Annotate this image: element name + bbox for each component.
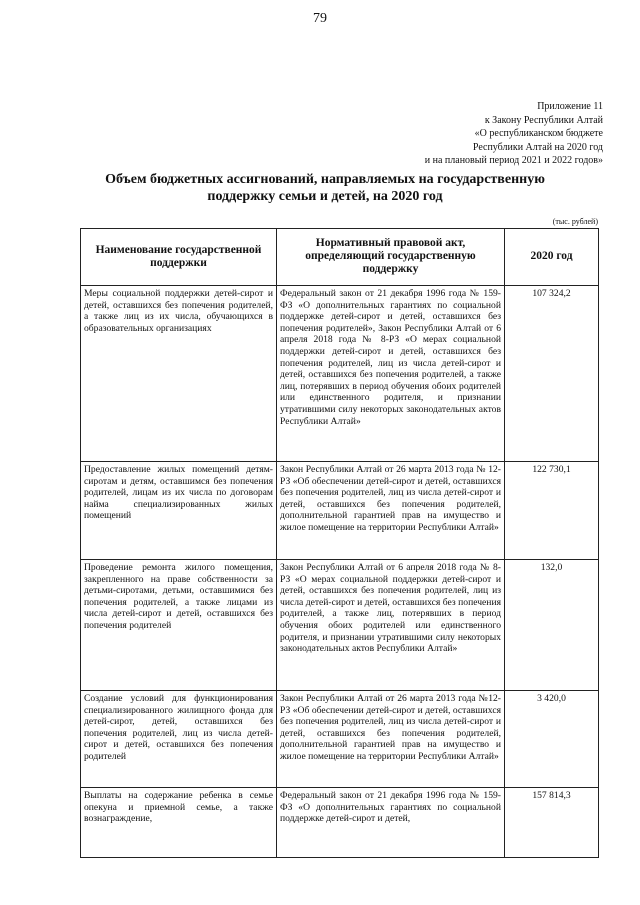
support-name-cell: Меры социальной поддержки детей-сирот и детей, оставшихся без попечения родителей, а также лиц из их числа, обучающихся в образовательных организациях (81, 286, 277, 462)
table-header-row (81, 229, 599, 286)
table-row (81, 560, 599, 691)
appendix-line: к Закону Республики Алтай (484, 114, 603, 126)
amount-cell: 3 420,0 (505, 691, 599, 788)
support-name-cell: Предоставление жилых помещений детям-сиротам и детям, оставшимся без попечения родителей, лицам из их числа по договорам найма специализированных жилых помещений (81, 462, 277, 560)
table-row (81, 286, 599, 462)
table-row (81, 691, 599, 788)
legal-act-cell: Федеральный закон от 21 декабря 1996 года № 159-ФЗ «О дополнительных гарантиях по социальной поддержке детей-сирот и детей, (277, 788, 505, 858)
amount-cell: 132,0 (505, 560, 599, 691)
appendix-line: и на плановый период 2021 и 2022 годов» (424, 155, 603, 167)
support-name-cell: Проведение ремонта жилого помещения, закрепленного на праве собственности за детьми-сиротами, детьми, оставшимися без попечения родителей, а также лицами из числа детей-сирот и детей, оставшихся без попечения родителей (81, 560, 277, 691)
document-title: Объем бюджетных ассигнований, направляемых на государственную поддержку семьи и детей, на 2020 год (105, 172, 545, 204)
appendix-line: Приложение 11 (537, 101, 603, 112)
table-row (81, 462, 599, 560)
appendix-line: Республики Алтай на 2020 год (472, 141, 603, 153)
legal-act-cell: Закон Республики Алтай от 26 марта 2013 года №12-РЗ «Об обеспечении детей-сирот и детей, оставшихся без попечения родителей, лиц из числа детей-сирот и детей, оставшихся без попечения родителей, дополнительной гарантией прав на имущество и жилое помещение на территории Республики Алтай» (277, 691, 505, 788)
amount-cell: 157 814,3 (505, 788, 599, 858)
appendix-line: «О республиканском бюджете (474, 128, 603, 140)
amount-cell: 107 324,2 (505, 286, 599, 462)
budget-table (80, 228, 599, 858)
table-row (81, 788, 599, 858)
header-support-name: Наименование государственной поддержки (81, 229, 277, 286)
support-name-cell: Выплаты на содержание ребенка в семье опекуна и приемной семье, а также вознаграждение, (81, 788, 277, 858)
header-legal-act: Нормативный правовой акт, определяющий государственную поддержку (277, 229, 505, 286)
appendix-note (425, 100, 603, 168)
legal-act-cell: Федеральный закон от 21 декабря 1996 года № 159-ФЗ «О дополнительных гарантиях по социальной поддержке детей-сирот и детей, оставшихся без попечения родителей», Закон Республики Алтай от 6 апреля 2018 года № 8-РЗ «О мерах социальной поддержки детей-сирот и детей, оставшихся без попечения родителей, лиц из числа детей-сирот и детей, оставшихся без попечения родителей, а также лиц, потерявших в период обучения обоих родителей или единственного родителя, и признании утратившими силу некоторых законодательных актов Республики Алтай» (277, 286, 505, 462)
legal-act-cell: Закон Республики Алтай от 26 марта 2013 года № 12-РЗ «Об обеспечении детей-сирот и детей, оставшихся без попечения родителей, лиц из числа детей-сирот и детей, оставшихся без попечения родителей, дополнительной гарантией прав на имущество и жилое помещение на территории Республики Алтай» (277, 462, 505, 560)
units-label: (тыс. рублей) (552, 217, 598, 226)
page-number: 79 (313, 11, 327, 26)
support-name-cell: Создание условий для функционирования специализированного жилищного фонда для детей-сирот, детей, оставшихся без попечения родителей, лиц из числа детей-сирот и детей, оставшихся без попечения родителей (81, 691, 277, 788)
header-year: 2020 год (505, 229, 599, 286)
amount-cell: 122 730,1 (505, 462, 599, 560)
legal-act-cell: Закон Республики Алтай от 6 апреля 2018 года № 8-РЗ «О мерах социальной поддержки детей-сирот и детей, оставшихся без попечения родителей, лиц из числа детей-сирот и детей, оставшихся без попечения родителей, а также лиц, потерявших в период обучения обоих родителей или единственного родителя, и признании утратившими силу некоторых законодательных актов Республики Алтай» (277, 560, 505, 691)
